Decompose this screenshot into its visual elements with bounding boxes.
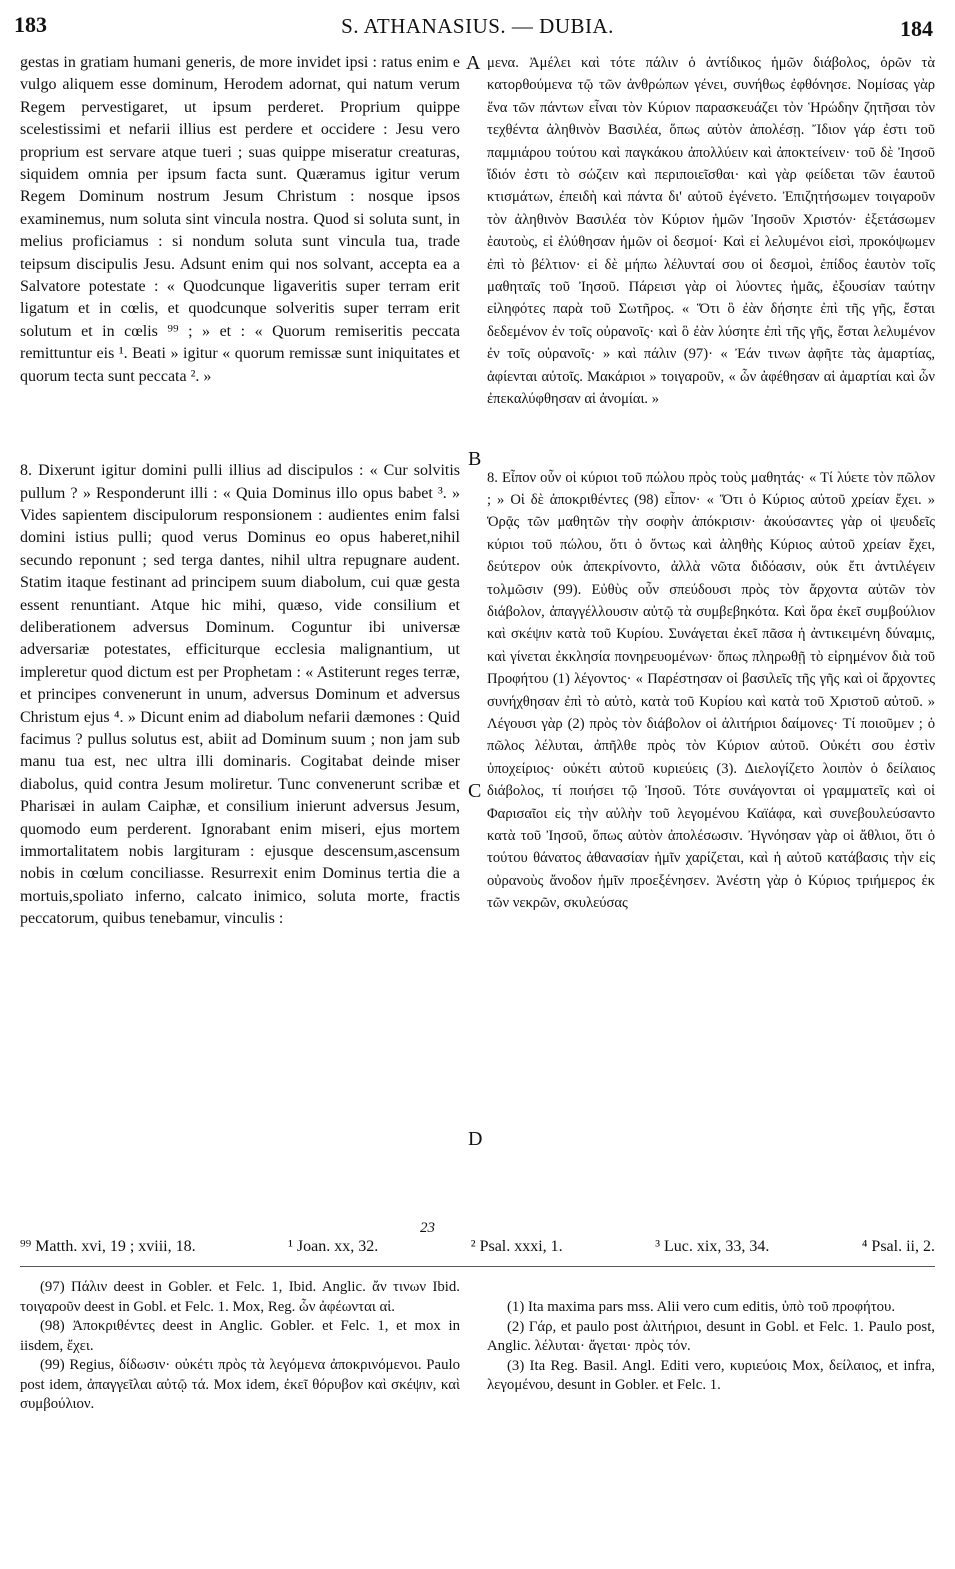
reference-item: ⁹⁹ Matth. xvi, 19 ; xviii, 18.	[20, 1238, 196, 1255]
margin-marker-b: B	[468, 448, 482, 470]
footnote: (98) Ἀποκριθέντες deest in Anglic. Gobler. et Felc. 1, et mox in iisdem, ἔχει.	[20, 1318, 460, 1354]
reference-item: ¹ Joan. xx, 32.	[288, 1238, 379, 1255]
page-number-left: 183	[14, 12, 47, 37]
scripture-references	[20, 1238, 935, 1256]
margin-marker-a: A	[466, 52, 481, 74]
reference-item: ³ Luc. xix, 33, 34.	[655, 1238, 770, 1255]
margin-marker-c: C	[468, 780, 482, 802]
footnote: (97) Πάλιν deest in Gobler. et Felc. 1, Ibid. Anglic. ἄν τινων Ibid. τοιγαροῦν deest in Gobl. et Felc. 1. Mox, Reg. ὧν ἀφέωνται αἱ.	[20, 1279, 460, 1315]
latin-paragraph-2: 8. Dixerunt igitur domini pulli illius ad discipulos : « Cur solvitis pullum ? » Responderunt illi : « Quia Dominus illo opus babet ³. » Vides sapientem discipulorum responsionem : audientes enim falsi domini istius pulli; quod verus Dominus eo opus haberet,nihil secundo reponunt ; sed terga dantes, nihil ultra repugnare audent. Statim itaque festinant ad principem suum diabolum, cui quæ gesta essent renuntiant. Atque hic mihi, quæso, vide consilium et deliberationem adversus Dominum. Coguntur ibi universæ adversariæ potestates, efficiturque ecclesia malignantium, ut impleretur quod dictum est per Prophetam : « Astiterunt reges terræ, et principes convenerunt in unum, adversus Dominum et adversus Christum ejus ⁴. » Dicunt enim ad diabolum nefarii dæmones : Quid facimus ? pullus solutus est, abiit ad Dominum suum ; non jam sub manu tua est, nec ultra illi dominaris. Cogitabat deinde miser diabolus, quid contra Jesum moliretur. Tunc convenerunt scribæ et Pharisæi in aulam Caiphæ, et consilium inierunt adversus Jesum, quomodo eum perderent. Ignorabant enim miseri, ejus mortem immortalitatem nobis largituram : ejusque descensum,ascensum nobis in cœlum conciliasse. Resurrexit enim Dominus tertia die a mortuis,spoliato inferno, calcato inimico, soluta morte, fractis peccatorum, quibus tenebamur, vinculis :	[20, 462, 460, 928]
greek-paragraph-2: 8. Εἶπον οὖν οἱ κύριοι τοῦ πώλου πρὸς τοὺς μαθητάς· « Τί λύετε τὸν πῶλον ; » Οἱ δὲ ἀποκριθέντες (98) εἶπον· « Ὅτι ὁ Κύριος αὐτοῦ χρείαν ἔχει. » Ὁρᾷς τῶν μαθητῶν τὴν σοφὴν ἀπόκρισιν· ἀκούσαντες γὰρ οἱ ψευδεῖς κύριοι τοῦ πώλου, ὅτι ὁ ὄντως καὶ ἀληθὴς Κύριος αὐτοῦ χρείαν ἔχει, δεύτερον οὐκ ἀπεκρίνοντο, ἀλλὰ νῶτα διδόασιν, οὐκ ἔτι ἀντιλέγειν τολμῶσιν (99). Εὐθὺς οὖν σπεύδουσι πρὸς τὸν ἄρχοντα αὐτῶν τὸν διάβολον, ἀπαγγέλλουσιν αὐτῷ τὰ συμβεβηκότα. Καὶ ὅρα ἐκεῖ συμβούλιον καὶ σκέψιν κατὰ τοῦ Κυρίου. Συνάγεται ἐκεῖ πᾶσα ἡ ἀντικειμένη δύναμις, καὶ γίνεται ἐκκλησία πονηρευομένων· ὅπως πληρωθῇ τὸ εἰρημένον διὰ τοῦ Προφήτου (1) λέγοντος· « Παρέστησαν οἱ βασιλεῖς τῆς γῆς καὶ οἱ ἄρχοντες συνήχθησαν ἐπὶ τὸ αὐτὸ, κατὰ τοῦ Κυρίου καὶ κατὰ τοῦ Χριστοῦ αὐτοῦ. » Λέγουσι γὰρ (2) πρὸς τὸν διάβολον οἱ ἀλιτήριοι δαίμονες· Τί ποιοῦμεν ; ὁ πῶλος λέλυται, ἀπῆλθε πρὸς τὸν Κύριον αὐτοῦ. Οὐκέτι σου ἐστὶν ὑποχείριος· οὐκέτι αὐτοῦ κυριεύεις (3). Διελογίζετο λοιπὸν ὁ δείλαιος διάβολος, τί ποιήσει τῷ Ἰησοῦ. Τότε συνάγονται οἱ γραμματεῖς καὶ οἱ Φαρισαῖοι εἰς τὴν αὐλὴν τοῦ λεγομένου Καϊάφα, καὶ συνεβουλεύσαντο κατὰ τοῦ Ἰησοῦ, ὅπως αὐτὸν ἀπολέσωσιν. Ἠγνόησαν γὰρ οἱ ἄθλιοι, ὅτι ὁ τούτου θάνατος ἀθανασίαν ἡμῖν χαρίζεται, καὶ ἡ αὐτοῦ κατάβασις τὴν εἰς οὐρανοὺς ἄνοδον ἡμῖν προεξένησεν. Ἀνέστη γὰρ ὁ Κύριος τριήμερος ἐκ τῶν νεκρῶν, σκυλεύσας	[487, 469, 935, 912]
footnote-divider	[20, 1266, 935, 1267]
running-title: S. ATHANASIUS. — DUBIA.	[341, 14, 614, 38]
greek-paragraph-1: μενα. Ἀμέλει καὶ τότε πάλιν ὁ ἀντίδικος ἡμῶν διάβολος, ὁρῶν τὰ κατορθούμενα τῷ τῶν ἀνθρώπων γένει, συνήθως ἐφθόνησε. Νομίσας γὰρ ἕνα τῶν πάντων εἶναι τὸν Κύριον παρασκευάζει τὸν Ἡρώδην ζητῆσαι τὸν τεχθέντα ἀληθινὸν Βασιλέα, ὅπως αὐτὸν ἀπολέσῃ. Ἴδιον γάρ ἐστι τοῦ παμμιάρου τούτου καὶ παγκάκου ἀπολλύειν καὶ ἀποκτείνειν· τοῦ δὲ Ἰησοῦ ἴδιόν ἐστι τὸ σώζειν καὶ περιποιεῖσθαι· καὶ γὰρ φείδεται τῶν ἑαυτοῦ κτισμάτων, ἐπειδὴ καὶ πάντα δι' αὐτοῦ ἐγένετο. Ἐπιζητήσωμεν τοιγαροῦν τὸν ἀληθινὸν Βασιλέα τὸν Κύριον ἡμῶν Ἰησοῦν Χριστόν· ἐξετάσωμεν ἑαυτοὺς, εἰ ἐλύθησαν ἡμῶν οἱ δεσμοί· Καὶ εἰ λελυμένοι εἰσὶ, προκόψωμεν ἐπὶ τὸ βέλτιον· εἰ δὲ μήπω λέλυνταί σου οἱ δεσμοὶ, ἐπίδος ἑαυτὸν τοῖς μαθηταῖς τοῦ Ἰησοῦ. Πάρεισι γὰρ οἱ λύοντες ἡμᾶς, ἐξουσίαν ταύτην εἰληφότες παρὰ τοῦ Σωτῆρος. « Ὅτι ὃ ἐὰν δήσητε ἐπὶ τῆς γῆς, ἔσται δεδεμένον ἐν τοῖς οὐρανοῖς· καὶ ὃ ἐὰν λύσητε ἐπὶ τῆς γῆς, ἔσται λελυμένον ἐν τοῖς οὐρανοῖς· » καὶ πάλιν (97)· « Ἐάν τινων ἀφῆτε τὰς ἁμαρτίας, ἀφίενται αὐτοῖς. Μακάριοι » τοιγαροῦν, « ὧν ἀφέθησαν αἱ ἁμαρτίαι καὶ ὧν ἐπεκαλύφθησαν αἱ ἀνομίαι. »	[487, 55, 935, 408]
margin-marker-d: D	[468, 1128, 483, 1150]
reference-item: ² Psal. xxxi, 1.	[470, 1238, 563, 1255]
handwritten-note: 23	[420, 1220, 435, 1236]
footnote: (1) Ita maxima pars mss. Alii vero cum editis, ὑπὸ τοῦ προφήτου.	[507, 1299, 896, 1315]
footnote: (99) Regius, δίδωσιν· οὐκέτι πρὸς τὰ λεγόμενα ἀποκρινόμενοι. Paulo post idem, ἀπαγγεῖλαι αὐτῷ τά. Mox idem, ἐκεῖ θόρυβον καὶ σκέψιν, καὶ συμβούλιον.	[20, 1357, 460, 1412]
page-number-right: 184	[900, 16, 933, 41]
greek-column	[487, 52, 935, 915]
footnotes-right	[487, 1298, 935, 1396]
footnotes-left	[20, 1278, 460, 1415]
reference-item: ⁴ Psal. ii, 2.	[861, 1238, 935, 1255]
footnote: (2) Γάρ, et paulo post ἀλιτήριοι, desunt in Gobl. et Felc. 1. Paulo post, Anglic. λέλυται· ἄγεται· πρὸς τόν.	[487, 1318, 935, 1354]
footnote: (3) Ita Reg. Basil. Angl. Editi vero, κυριεύοις Mox, δείλαιος, et infra, λεγομένου, desunt in Gobler. et Felc. 1.	[487, 1357, 935, 1393]
latin-paragraph-1: gestas in gratiam humani generis, de more invidet ipsi : ratus enim e vulgo aliquem esse dominum, Herodem adornat, qui natum verum Regem pervestigaret, ut ipsum perderet. Proprium quippe scelestissimi et nefarii illius est perdere et occidere : Jesu vero proprium est servare atque tueri ; suas quippe miseratur creaturas, siquidem omnia per ipsum facta sunt. Quæramus igitur verum Regem Dominum nostrum Jesum Christum : nosque ipsos examinemus, num soluta sint vincula nostra. Quod si soluta sunt, in melius proficiamus : si nondum soluta sunt vincula tua, trade teipsum discipulis Jesu. Adsunt enim qui nos solvant, accepta ea a Salvatore potestate : « Quodcunque ligaveritis super terram erit ligatum et in cœlis, et quodcunque solveritis super terram erit solutum et in cœlis ⁹⁹ ; » et : « Quorum remiseritis peccata remittuntur eis ¹. Beati » igitur « quorum remissæ sunt iniquitates et quorum tecta sunt peccata ². »	[20, 54, 460, 385]
latin-column	[20, 52, 460, 931]
